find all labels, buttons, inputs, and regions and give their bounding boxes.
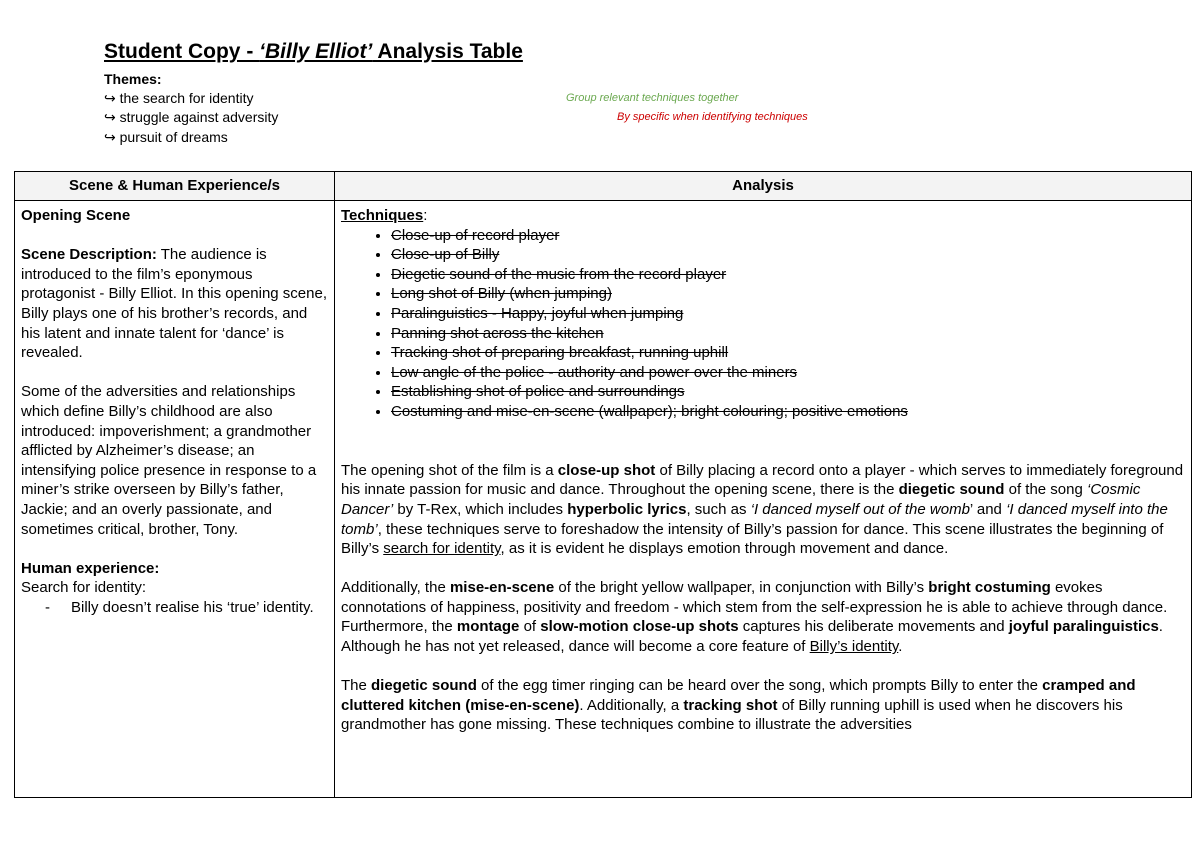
- bold-run: diegetic sound: [898, 481, 1005, 499]
- text-run: , these techniques serve to foreshadow the intensity of Billy’s passion for dance. This scene illustrates the beginning of Billy’s: [341, 520, 1164, 558]
- title-film-name: ‘Billy Elliot’: [259, 40, 373, 63]
- bold-run: tracking shot: [683, 696, 778, 714]
- underlined-run: Billy’s identity: [809, 638, 899, 656]
- bold-run: montage: [456, 618, 520, 636]
- themes-label: Themes:: [104, 71, 162, 87]
- bold-run: hyperbolic lyrics: [567, 500, 687, 518]
- text-run: of Billy placing a record onto a player - which serves to immediately foreground his innate passion for music and dance. Throughout the opening scene, there is the: [341, 461, 1184, 499]
- theme-item: ↪ struggle against adversity: [104, 109, 279, 125]
- technique-item: • Tracking shot of preparing breakfast, running uphill: [391, 343, 1185, 363]
- technique-item: • Paralinguistics - Happy, joyful when jumping: [391, 304, 1185, 324]
- technique-item: • Close-up of record player: [391, 226, 1185, 246]
- technique-item: • Close-up of Billy: [391, 245, 1185, 265]
- text-run: of the song: [1004, 481, 1087, 499]
- table-row: [15, 201, 1192, 798]
- bold-run: diegetic sound: [371, 677, 477, 695]
- human-experience-theme: Search for identity:: [21, 579, 147, 597]
- technique-item: • Diegetic sound of the music from the record player: [391, 265, 1185, 285]
- italic-run: ‘I danced myself out of the womb: [750, 500, 970, 518]
- technique-item: • Establishing shot of police and surroundings: [391, 382, 1185, 402]
- human-experience-list: [21, 598, 328, 618]
- text-run: , such as: [686, 500, 751, 518]
- text-run: ’ and: [969, 500, 1007, 518]
- analysis-table: [14, 171, 1192, 798]
- title-prefix: Student Copy -: [104, 40, 260, 63]
- technique-item: • Low angle of the police - authority and power over the miners: [391, 363, 1185, 383]
- scene-description-label: Scene Description:: [21, 246, 157, 264]
- title-suffix: Analysis Table: [372, 40, 523, 63]
- technique-item: • Costuming and mise-en-scene (wallpaper); bright colouring; positive emotions: [391, 402, 1185, 422]
- techniques-list: [341, 226, 1185, 422]
- text-run: The: [341, 677, 372, 695]
- scene-description: [21, 245, 328, 363]
- text-run: . Additionally, a: [579, 696, 684, 714]
- scene-cell: [15, 201, 335, 798]
- analysis-paragraph-3: [341, 676, 1185, 735]
- scene-title: Opening Scene: [21, 207, 131, 224]
- text-run: . Although he has not yet released, dance will become a core feature of: [341, 618, 1163, 656]
- text-run: evokes connotations of happiness, positivity and freedom - which stem from the self-expression he is able to achieve through dance. Furthermore, the: [341, 579, 1168, 636]
- teacher-note-red: By specific when identifying techniques: [617, 111, 808, 123]
- text-run: , as it is evident he displays emotion through movement and dance.: [500, 540, 949, 558]
- analysis-cell: [335, 201, 1192, 798]
- text-run: of the egg timer ringing can be heard over the song, which prompts Billy to enter the: [476, 677, 1043, 695]
- theme-item: ↪ pursuit of dreams: [104, 129, 228, 145]
- header-analysis: Analysis: [335, 172, 1192, 201]
- analysis-paragraph-1: [341, 461, 1185, 559]
- italic-run: ‘I danced myself into the tomb’: [341, 500, 1168, 538]
- techniques-heading: [341, 206, 1185, 226]
- adversities-text: Some of the adversities and relationships which define Billy’s childhood are also introduced: impoverishment; a grandmother afflicted by Alzheimer’s disease; an intensifying police presence in response to a miner’s strike overseen by Billy’s father, Jackie; and an overly passionate, and sometimes critical, brother, Tony.: [21, 383, 317, 538]
- technique-item: • Long shot of Billy (when jumping): [391, 284, 1185, 304]
- document-title: [104, 40, 523, 64]
- text-run: The opening shot of the film is a: [341, 461, 558, 479]
- bold-run: slow-motion close-up shots: [540, 618, 739, 636]
- text-run: of: [519, 618, 541, 636]
- text-run: of the bright yellow wallpaper, in conjunction with Billy’s: [554, 579, 929, 597]
- table-header-row: [15, 172, 1192, 201]
- italic-run: ‘Cosmic Dancer’: [341, 481, 1141, 518]
- bold-run: close-up shot: [557, 461, 656, 479]
- header-scene-human-experience: Scene & Human Experience/s: [15, 172, 335, 201]
- list-item: - Billy doesn’t realise his ‘true’ identity.: [71, 598, 328, 618]
- bold-run: bright costuming: [928, 579, 1051, 597]
- bold-run: cramped and cluttered kitchen (mise-en-scene): [341, 677, 1136, 714]
- text-run: .: [898, 638, 903, 656]
- techniques-colon: :: [423, 207, 428, 224]
- technique-item: • Panning shot across the kitchen: [391, 324, 1185, 344]
- text-run: Additionally, the: [341, 579, 450, 597]
- text-run: by T-Rex, which includes: [393, 500, 568, 518]
- bold-run: joyful paralinguistics: [1008, 618, 1159, 636]
- teacher-note-green: Group relevant techniques together: [566, 92, 739, 104]
- bold-run: mise-en-scene: [449, 579, 555, 597]
- text-run: captures his deliberate movements and: [738, 618, 1009, 636]
- theme-item: ↪ the search for identity: [104, 90, 254, 106]
- analysis-paragraph-2: [341, 578, 1185, 656]
- techniques-label: Techniques: [341, 207, 424, 224]
- scene-description-text: The audience is introduced to the film’s eponymous protagonist - Billy Elliot. In this opening scene, Billy plays one of his brother’s records, and his latent and innate talent for ‘dance’ is revealed.: [21, 246, 327, 362]
- underlined-run: search for identity: [383, 540, 501, 558]
- human-experience-label: Human experience:: [21, 559, 160, 577]
- text-run: of Billy running uphill is used when he discovers his grandmother has gone missing. These techniques combine to illustrate the adversities: [341, 696, 1123, 734]
